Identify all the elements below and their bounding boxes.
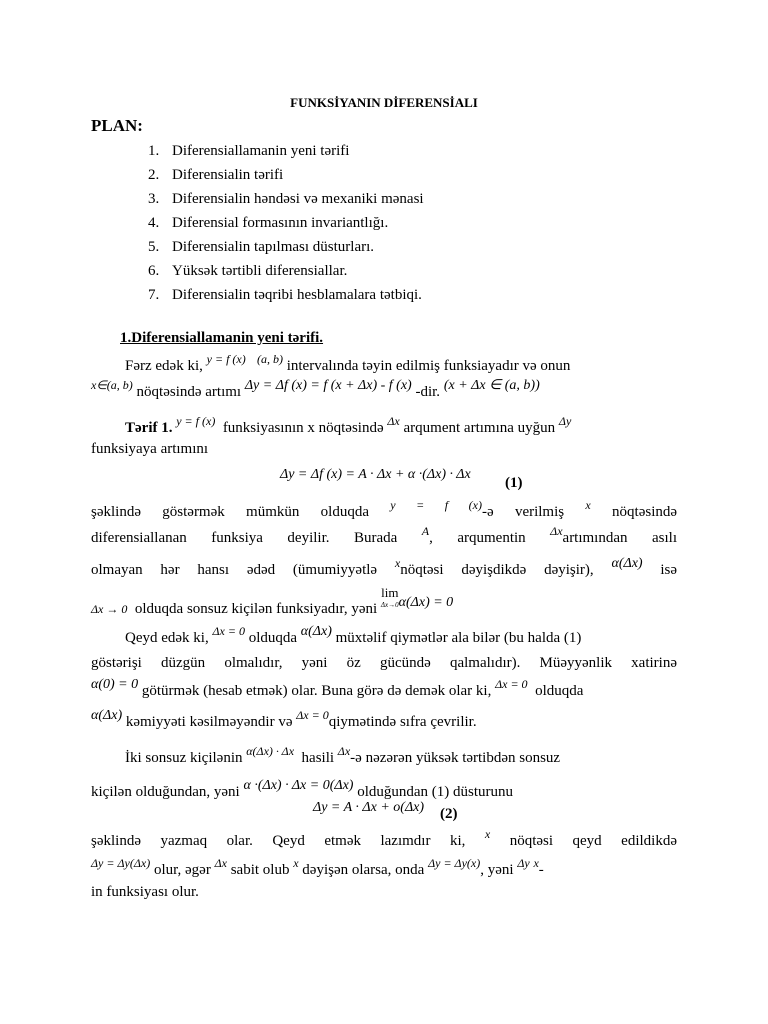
paragraph-line xyxy=(125,414,677,438)
plan-item-text: Diferensial formasının invariantlığı. xyxy=(172,215,389,231)
formula: Δy xyxy=(517,856,530,870)
equation-1 xyxy=(280,467,471,483)
text: funksiyaya artımını xyxy=(91,441,209,457)
equation-2 xyxy=(313,800,424,816)
formula: α(Δx) · Δx xyxy=(246,744,295,758)
plan-item xyxy=(148,163,424,187)
plan-item-text: Yüksək tərtibli diferensiallar. xyxy=(172,263,348,279)
plan-item-number: 3. xyxy=(148,191,160,207)
limit-operator: lim xyxy=(381,585,399,600)
text: funksiyasının x nöqtəsində xyxy=(222,420,384,436)
formula: y = f (x) xyxy=(206,352,246,366)
plan-item xyxy=(148,139,424,163)
text: arqument artımına uyğun xyxy=(403,420,556,436)
paragraph-line xyxy=(91,653,677,673)
formula: α(Δx) xyxy=(91,708,123,723)
text: şəklində göstərmək mümkün olduqda xyxy=(91,504,369,520)
paragraph-line xyxy=(91,882,677,902)
formula: Δx = 0 xyxy=(495,677,528,691)
text: Fərz edək ki, xyxy=(125,358,203,374)
text: artımından asılı xyxy=(562,530,677,546)
formula: (x + Δx ∈ (a, b)) xyxy=(443,378,540,393)
text: -ə verilmiş xyxy=(482,504,565,520)
text: nöqtəsində artımı xyxy=(136,384,242,400)
paragraph-line xyxy=(125,624,677,649)
formula: α(Δx) xyxy=(300,624,332,639)
text: intervalında təyin edilmiş funksiayadır və onun xyxy=(286,358,571,374)
text: qiymətində sıfra çevrilir. xyxy=(328,714,477,730)
paragraph-line xyxy=(91,708,677,733)
formula: y = f (x) xyxy=(176,414,216,428)
formula: A xyxy=(421,524,430,538)
plan-item-text: Diferensialin təqribi hesblamalara tətbiqi. xyxy=(172,287,422,303)
formula: Δx xyxy=(214,856,227,870)
formula: x xyxy=(394,556,401,570)
formula: α(0) = 0 xyxy=(91,677,139,692)
text: - xyxy=(538,862,544,878)
text: olduğundan (1) düsturunu xyxy=(357,784,514,800)
formula: x xyxy=(484,827,491,841)
formula: Δx = 0 xyxy=(296,708,329,722)
section-heading: 1.Diferensiallamanin yeni tərifi. xyxy=(120,330,324,346)
paragraph-line xyxy=(91,524,677,548)
text: in funksiyası olur. xyxy=(91,884,199,900)
text: dəyişən olarsa, onda xyxy=(302,862,425,878)
text: nöqtəsində xyxy=(612,504,678,520)
paragraph-line xyxy=(91,439,677,459)
formula: x xyxy=(533,856,539,870)
text: olduqda sonsuz kiçilən funksiyadır, yəni xyxy=(134,601,378,617)
plan-item-text: Diferensiallamanin yeni tərifi xyxy=(172,143,350,159)
limit xyxy=(380,585,399,610)
paragraph-line xyxy=(91,856,677,880)
plan-label: PLAN: xyxy=(91,116,143,135)
plan-item-number: 2. xyxy=(148,167,160,183)
plan-item-text: Diferensialin həndəsi və mexaniki mənasi xyxy=(172,191,424,207)
plan-item xyxy=(148,259,424,283)
text: Qeyd edək ki, xyxy=(125,630,209,646)
plan-item-number: 1. xyxy=(148,143,160,159)
definition-label: Tərif 1. xyxy=(125,420,173,436)
text: olur, əgər xyxy=(153,862,211,878)
plan-item-number: 5. xyxy=(148,239,160,255)
text: kəmiyyəti kəsilməyəndir və xyxy=(125,714,293,730)
plan-item-number: 4. xyxy=(148,215,160,231)
text: , arqumentin xyxy=(429,530,526,546)
text: , yəni xyxy=(480,862,514,878)
text: olduqda xyxy=(248,630,298,646)
text: sabit olub xyxy=(230,862,290,878)
text: olduqda xyxy=(535,683,584,699)
plan-item-text: Diferensialin tərifi xyxy=(172,167,284,183)
paragraph-line xyxy=(91,378,677,403)
page-title: FUNKSİYANIN DİFERENSİALI xyxy=(290,95,478,110)
plan-item-number: 7. xyxy=(148,287,160,303)
paragraph-line xyxy=(91,827,677,851)
formula: α(Δx) xyxy=(611,556,643,571)
formula: x xyxy=(585,498,591,512)
plan-item-number: 6. xyxy=(148,263,160,279)
text: nöqtəsi dəyişdikdə dəyişir), xyxy=(400,562,594,578)
limit-subscript: Δx→0 xyxy=(380,601,399,609)
text: -dir. xyxy=(415,384,441,400)
formula: Δx xyxy=(550,524,563,538)
formula: Δy xyxy=(558,414,572,428)
text: hasili xyxy=(301,750,335,766)
formula: Δx = 0 xyxy=(212,624,245,638)
formula: α ·(Δx) · Δx = 0(Δx) xyxy=(243,778,354,793)
formula: Δx xyxy=(387,414,400,428)
formula: Δy = Δy(Δx) xyxy=(91,856,151,870)
plan-item-text: Diferensialin tapılması düsturları. xyxy=(172,239,375,255)
paragraph-line xyxy=(125,744,677,768)
paragraph-line xyxy=(91,556,678,581)
text: götürmək (hesab etmək) olar. Buna görə də demək olar ki, xyxy=(141,683,492,699)
paragraph-line xyxy=(125,352,677,376)
paragraph-line xyxy=(91,585,677,620)
paragraph-line xyxy=(91,677,677,702)
text: isə xyxy=(660,562,678,578)
formula: x xyxy=(293,856,299,870)
equation-number: (2) xyxy=(440,806,458,822)
plan-item xyxy=(148,187,424,211)
paragraph-line xyxy=(91,498,678,522)
text: olmayan hər hansı ədəd (ümumiyyətlə xyxy=(91,562,378,578)
equation-number: (1) xyxy=(505,475,523,491)
plan-item xyxy=(148,283,424,307)
plan-item xyxy=(148,235,424,259)
formula: (a, b) xyxy=(256,352,283,366)
text: diferensiallanan funksiya deyilir. Burada xyxy=(91,530,398,546)
formula: Δx → 0 xyxy=(91,602,128,616)
formula: Δy = Δf (x) = A · Δx + α ·(Δx) · Δx xyxy=(280,467,471,482)
text: -ə nəzərən yüksək tərtibdən sonsuz xyxy=(350,750,561,766)
formula: Δy = Δf (x) = f (x + Δx) - f (x) xyxy=(244,378,412,393)
text: kiçilən olduğundan, yəni xyxy=(91,784,240,800)
formula: Δx xyxy=(337,744,351,758)
formula: y = f (x) xyxy=(390,498,482,512)
text: şəklində yazmaq olar. Qeyd etmək lazımdır ki, xyxy=(91,833,466,849)
formula: α(Δx) = 0 xyxy=(398,595,454,610)
text: göstərişi düzgün olmalıdır, yəni öz gücündə qalmalıdır). Müəyyənlik xatirinə xyxy=(91,655,677,671)
plan-item xyxy=(148,211,424,235)
formula: Δy = A · Δx + o(Δx) xyxy=(313,800,425,815)
plan-list xyxy=(148,139,424,307)
text: nöqtəsi qeyd edildikdə xyxy=(509,833,677,849)
formula: x∈(a, b) xyxy=(91,378,133,392)
formula: Δy = Δy(x) xyxy=(428,856,481,870)
text: müxtəlif qiymətlər ala bilər (bu halda (1) xyxy=(335,630,582,646)
text: İki sonsuz kiçilənin xyxy=(125,750,243,766)
